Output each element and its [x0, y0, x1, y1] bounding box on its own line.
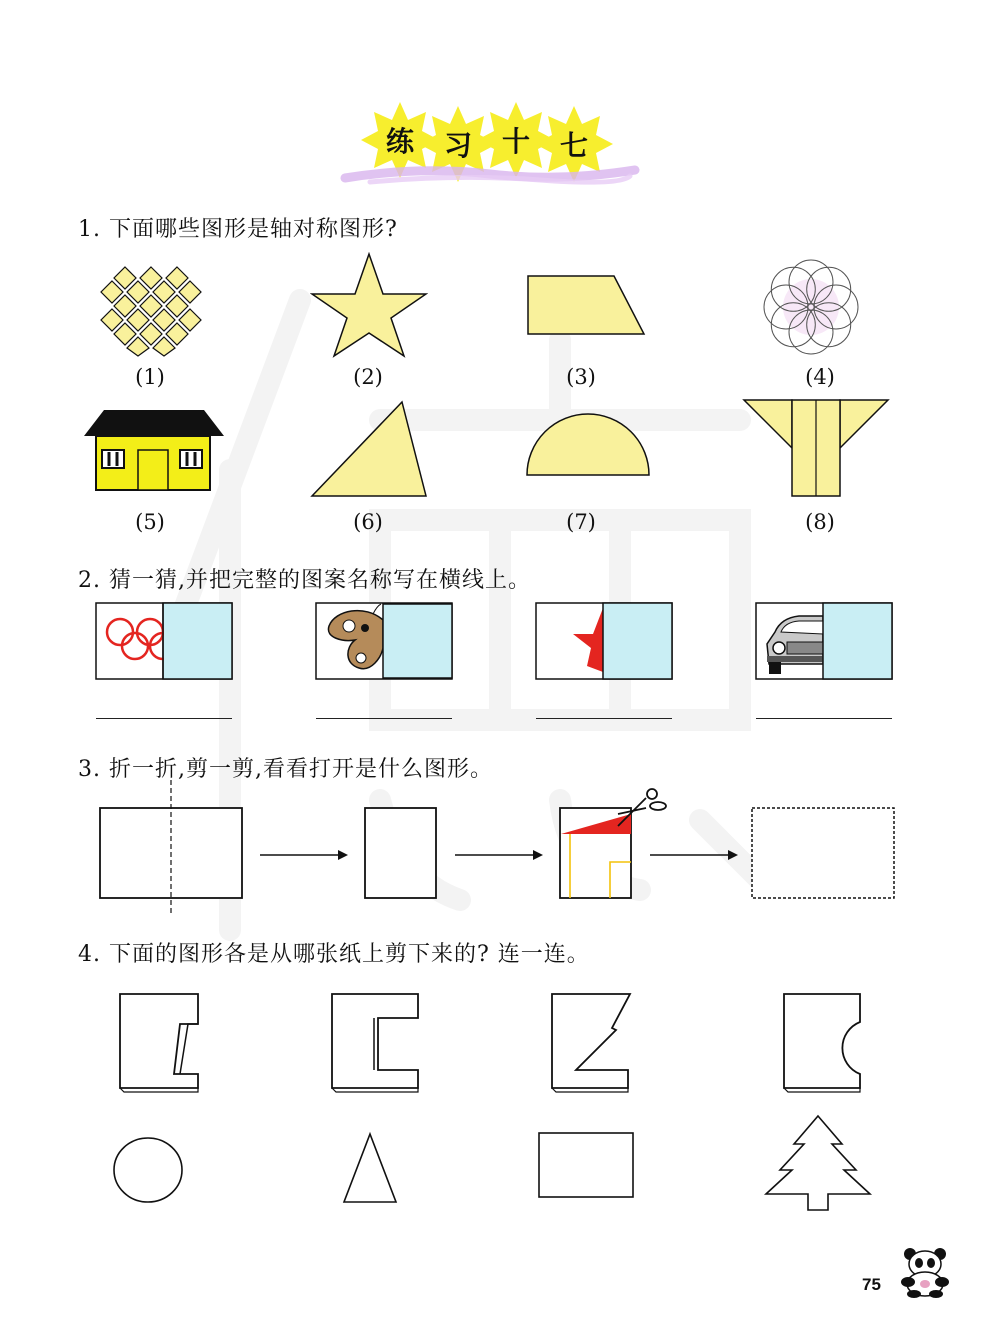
cut-shape-rectangle[interactable]: [536, 1130, 636, 1200]
shape-label-1: (1): [135, 365, 165, 389]
cut-shape-tree[interactable]: [760, 1112, 876, 1212]
shape-1-lattice: [100, 265, 202, 357]
shape-label-5: (5): [135, 510, 165, 534]
title-char: 十: [501, 125, 530, 158]
answer-line-2[interactable]: [316, 718, 452, 719]
panda-icon: [898, 1246, 954, 1298]
title-char: 七: [559, 129, 588, 162]
answer-line-4[interactable]: [756, 718, 892, 719]
shape-label-8: (8): [805, 510, 835, 534]
shape-label-4: (4): [805, 365, 835, 389]
shape-4-flower-rings: [756, 252, 866, 362]
shape-5-house: [82, 408, 226, 492]
shape-label-7: (7): [566, 510, 596, 534]
folded-paper-semicircle-cut[interactable]: [776, 990, 876, 1096]
shape-6-triangle: [310, 400, 430, 498]
folded-paper-rectangle-cut[interactable]: [326, 990, 426, 1096]
answer-line-1[interactable]: [96, 718, 232, 719]
shape-label-6: (6): [353, 510, 383, 534]
question-1: 1. 下面哪些图形是轴对称图形?: [78, 217, 398, 242]
answer-line-3[interactable]: [536, 718, 672, 719]
half-picture-rings: [95, 602, 235, 682]
shape-2-star: [310, 252, 428, 358]
question-2: 2. 猜一猜,并把完整的图案名称写在横线上。: [78, 568, 531, 593]
question-3: 3. 折一折,剪一剪,看看打开是什么图形。: [78, 757, 493, 782]
page-number: 75: [862, 1275, 881, 1294]
half-picture-car: [755, 602, 895, 682]
shape-label-3: (3): [566, 365, 596, 389]
shape-label-2: (2): [353, 365, 383, 389]
shape-8-funnel: [742, 396, 890, 498]
title-underline-brush: [340, 160, 640, 190]
folded-paper-slant-cut[interactable]: [110, 990, 210, 1096]
shape-7-semicircle: [524, 412, 652, 478]
title-char: 练: [385, 125, 414, 158]
half-picture-butterfly: [315, 602, 455, 682]
question-4: 4. 下面的图形各是从哪张纸上剪下来的? 连一连。: [78, 942, 590, 967]
fold-cut-sequence: [90, 778, 910, 918]
shape-3-trapezoid: [526, 274, 648, 338]
cut-shape-triangle[interactable]: [340, 1130, 400, 1206]
cut-shape-circle[interactable]: [110, 1136, 190, 1206]
half-picture-star: [535, 602, 675, 682]
title-char: 习: [443, 129, 472, 162]
folded-paper-zigzag-cut[interactable]: [546, 990, 646, 1096]
